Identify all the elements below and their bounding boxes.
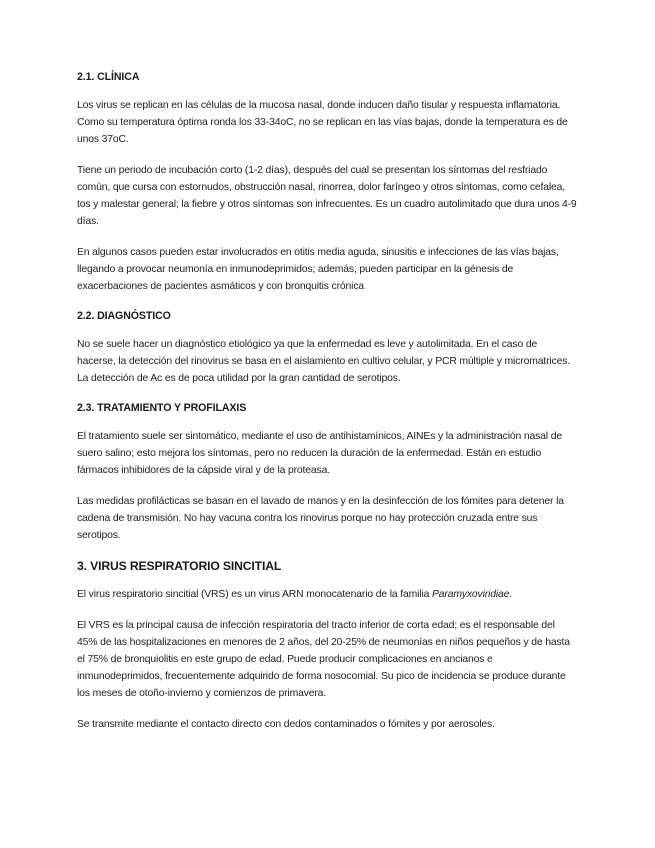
heading-tratamiento: 2.3. TRATAMIENTO Y PROFILAXIS: [77, 402, 247, 414]
vrs-family-name: Paramyxoviridiae: [431, 589, 510, 600]
paragraph-clinica-3: En algunos casos pueden estar involucrados en otitis media aguda, sinusitis e infecciones de las vías bajas, llegando a provocar neumonía en inmunodeprimidos; además, pueden participar en la génesis de exacerbaciones de pacientes asmáticos y con bronquitis crónica: [77, 247, 559, 292]
paragraph-vrs-2: El VRS es la principal causa de infección respiratoria del tracto inferior de corta edad; es el responsable del 45% de las hospitalizaciones en menores de 2 años, del 20-25% de neumonías en niños pequeños y de hasta el 75% de bronquiolitis en este grupo de edad. Puede producir complicaciones en ancianos e inmunodeprimidos, frecuentemente adquirido de forma nosocomial. Su pico de incidencia se produce durante los meses de otoño-invierno y comienzos de primavera.: [77, 620, 570, 699]
heading-vrs: 3. VIRUS RESPIRATORIO SINCITIAL: [77, 559, 282, 573]
paragraph-clinica-2: Tiene un periodo de incubación corto (1-2 días), después del cual se presentan los síntomas del resfriado común, que cursa con estornudos, obstrucción nasal, rinorrea, dolor faríngeo y otros síntomas, como cefalea, tos y malestar general; la fiebre y otros síntomas son infrecuentes. Es un cuadro autolimitado que dura unos 4-9 días.: [77, 165, 577, 227]
paragraph-vrs-3: Se transmite mediante el contacto directo con dedos contaminados o fómites y por aerosoles.: [77, 719, 495, 730]
vrs-intro-end: .: [509, 589, 513, 600]
paragraph-tratamiento-2: Las medidas profilácticas se basan en el lavado de manos y en la desinfección de los fómites para detener la cadena de transmisión. No hay vacuna contra los rinovirus porque no hay protección cruzada entre sus serotipos.: [77, 496, 564, 541]
heading-diagnostico: 2.2. DIAGNÓSTICO: [77, 310, 171, 322]
vrs-intro-text: El virus respiratorio sincitial (VRS) es un virus ARN monocatenario de la familia: [77, 589, 432, 600]
paragraph-diagnostico-1: No se suele hacer un diagnóstico etiológico ya que la enfermedad es leve y autolimitada. En el caso de hacerse, la detección del rinovirus se basa en el aislamiento en cultivo celular, y PCR múltiple y micromatrices. La detección de Ac es de poca utilidad por la gran cantidad de serotipos.: [77, 339, 570, 384]
heading-clinica: 2.1. CLÍNICA: [77, 71, 140, 83]
paragraph-tratamiento-1: El tratamiento suele ser sintomático, mediante el uso de antihistamínicos, AINEs y la administración nasal de suero salino; esto mejora los síntomas, pero no reducen la duración de la enfermedad. Están en estudio fármacos inhibidores de la cápside viral y de la proteasa.: [77, 431, 562, 476]
paragraph-clinica-1: Los virus se replican en las células de la mucosa nasal, donde inducen daño tisular y respuesta inflamatoria. Como su temperatura óptima ronda los 33-34oC, no se replican en las vías bajas, donde la temperatura es de unos 37oC.: [77, 100, 568, 145]
document-page: [77, 70, 577, 747]
paragraph-vrs-1: [77, 586, 577, 603]
